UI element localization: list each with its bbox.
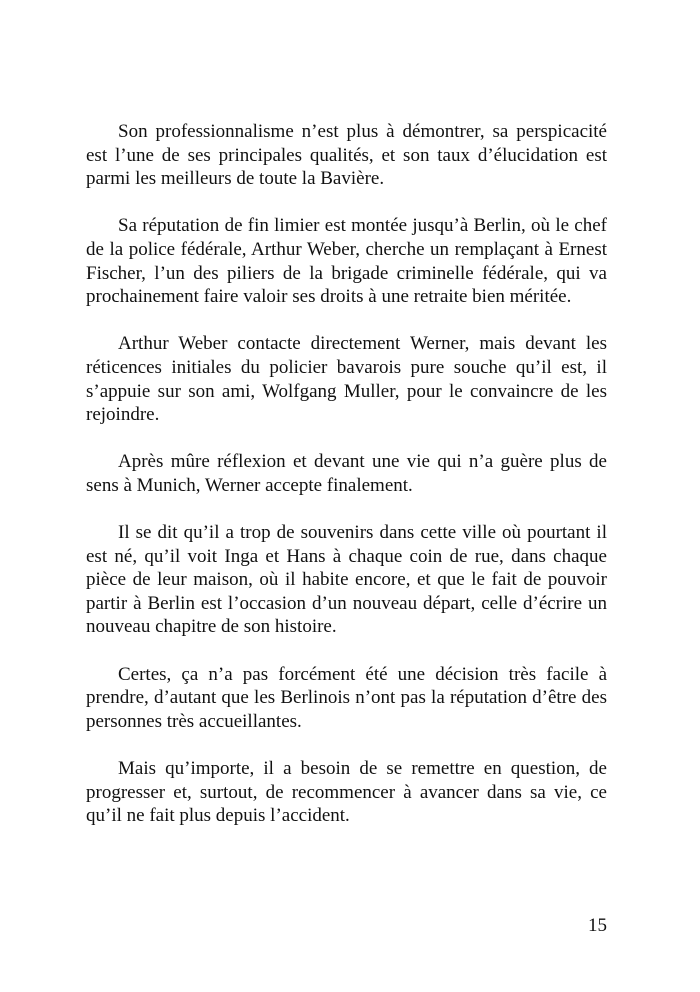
paragraph-7: Mais qu’importe, il a besoin de se remettre en question, de progresser et, surtout, de recommencer à avancer dans sa vie, ce qu’il ne fait plus depuis l’accident.: [86, 758, 607, 827]
paragraph-4: Après mûre réflexion et devant une vie qui n’a guère plus de sens à Munich, Werner accepte finalement.: [86, 451, 607, 496]
paragraph-3: Arthur Weber contacte directement Werner, mais devant les réticences initiales du policier bavarois pure souche qu’il est, il s’appuie sur son ami, Wolfgang Muller, pour le convaincre de les rejoindre.: [86, 333, 607, 426]
paragraph-2: Sa réputation de fin limier est montée jusqu’à Berlin, où le chef de la police fédérale, Arthur Weber, cherche un remplaçant à Ernest Fischer, l’un des piliers de la brigade criminelle fédérale, qui va prochainement faire valoir ses droits à une retraite bien méritée.: [86, 215, 607, 308]
paragraph-1: Son professionnalisme n’est plus à démontrer, sa perspicacité est l’une de ses principales qualités, et son taux d’élucidation est parmi les meilleurs de toute la Bavière.: [86, 121, 607, 190]
page-number: 15: [588, 915, 607, 936]
paragraph-5: Il se dit qu’il a trop de souvenirs dans cette ville où pourtant il est né, qu’il voit Inga et Hans à chaque coin de rue, dans chaque pièce de leur maison, où il habite encore, et que le fait de pouvoir partir à Berlin est l’occasion d’un nouveau départ, celle d’écrire un nouveau chapitre de son histoire.: [86, 522, 607, 638]
body-text: [86, 120, 607, 851]
paragraph-6: Certes, ça n’a pas forcément été une décision très facile à prendre, d’autant que les Berlinois n’ont pas la réputation d’être des personnes très accueillantes.: [86, 663, 607, 732]
